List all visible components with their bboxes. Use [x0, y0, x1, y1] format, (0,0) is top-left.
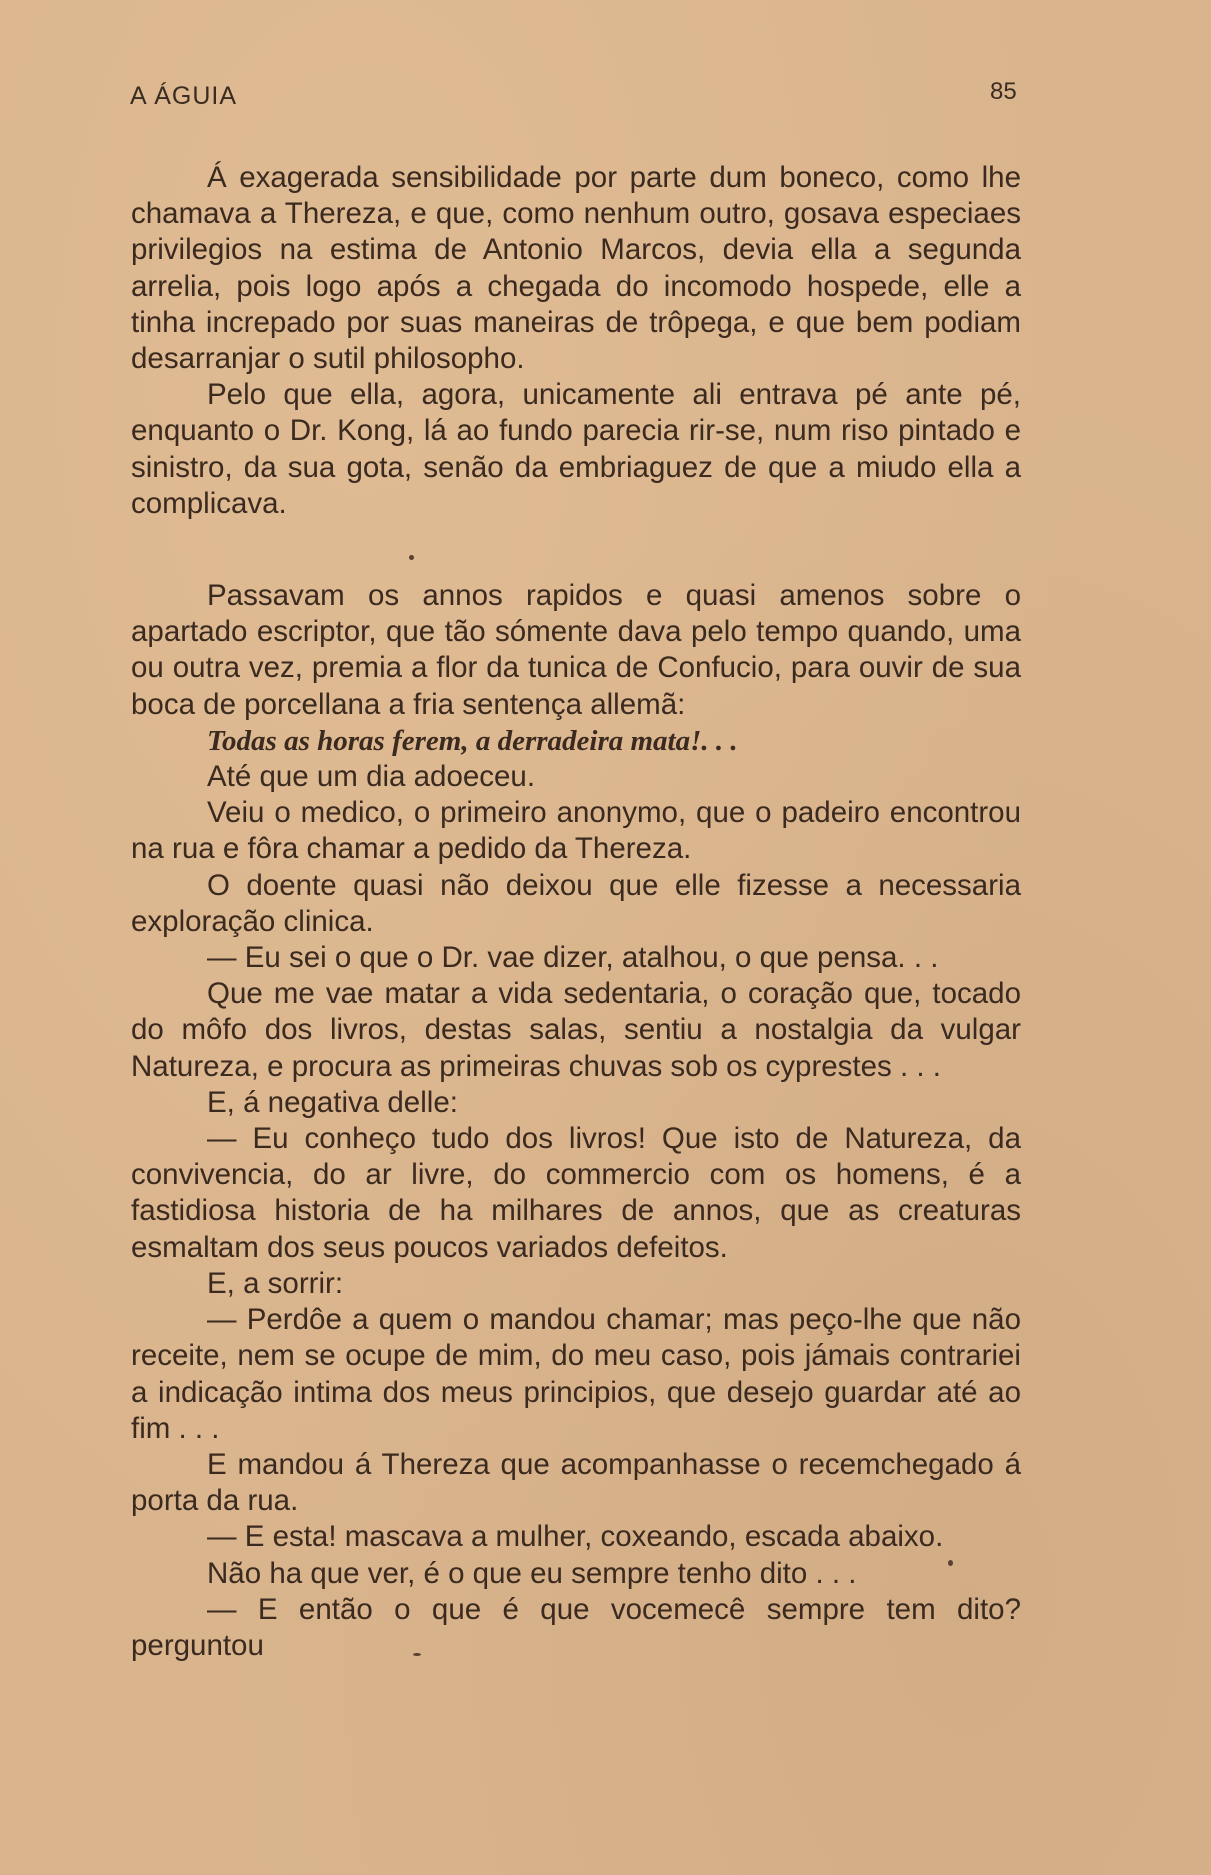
- paragraph: E, á negativa delle:: [207, 1085, 458, 1119]
- ink-speck: [948, 1560, 953, 1566]
- dialogue-line: — Eu conheço tudo dos livros! Que isto de Natureza, da convivencia, do ar livre, do commercio com os homens, é a fastidiosa historia de ha milhares de annos, que as creaturas esmaltam dos seus poucos variados defeitos.: [131, 1122, 1021, 1264]
- dialogue-line: — E então o que é que vocemecê sempre tem dito? perguntou: [131, 1592, 1021, 1662]
- paragraph: E, a sorrir:: [207, 1266, 344, 1300]
- dialogue-line: — E esta! mascava a mulher, coxeando, escada abaixo.: [207, 1520, 944, 1554]
- paragraph: E mandou á Thereza que acompanhasse o recemchegado á porta da rua.: [131, 1447, 1021, 1518]
- paragraph: Passavam os annos rapidos e quasi amenos sobre o apartado escriptor, que tão sómente dava pelo tempo quando, uma ou outra vez, premia a flor da tunica de Confucio, para ouvir de sua boca de porcellana a fria sentença allemã:: [131, 579, 1021, 721]
- page-number: 85: [990, 78, 1017, 105]
- paragraph: Até que um dia adoeceu.: [207, 760, 536, 794]
- dialogue-line: — Eu sei o que o Dr. vae dizer, atalhou, o que pensa. . .: [207, 941, 939, 975]
- ink-speck: [409, 555, 414, 560]
- running-title: A ÁGUIA: [130, 82, 238, 110]
- page-text: [131, 160, 1021, 1664]
- quotation: Todas as horas ferem, a derradeira mata!. . .: [207, 724, 738, 757]
- paragraph: Pelo que ella, agora, unicamente ali entrava pé ante pé, enquanto o Dr. Kong, lá ao fundo parecia rir-se, num riso pintado e sinistro, da sua gota, senão da embriaguez de que a miudo ella a complicava.: [131, 378, 1021, 520]
- ink-speck: [413, 1653, 421, 1656]
- paragraph: Que me vae matar a vida sedentaria, o coração que, tocado do môfo dos livros, destas salas, sentiu a nostalgia da vulgar Natureza, e procura as primeiras chuvas sob os cyprestes . . .: [131, 977, 1021, 1083]
- paragraph: O doente quasi não deixou que elle fizesse a necessaria exploração clinica.: [131, 868, 1021, 938]
- paragraph: Não ha que ver, é o que eu sempre tenho dito . . .: [207, 1556, 857, 1590]
- paragraph: Veiu o medico, o primeiro anonymo, que o padeiro encontrou na rua e fôra chamar a pedido da Thereza.: [131, 796, 1021, 866]
- dialogue-line: — Perdôe a quem o mandou chamar; mas peço-lhe que não receite, nem se ocupe de mim, do meu caso, pois jámais contrariei a indicação intima dos meus principios, que desejo guardar até ao fim . . .: [131, 1303, 1021, 1445]
- paragraph: Á exagerada sensibilidade por parte dum boneco, como lhe chamava a Thereza, e que, como nenhum outro, gosava especiaes privilegios na estima de Antonio Marcos, devia ella a segunda arrelia, pois logo após a chegada do incomodo hospede, elle a tinha increpado por suas maneiras de trôpega, e que bem podiam desarranjar o sutil philosopho.: [131, 161, 1021, 376]
